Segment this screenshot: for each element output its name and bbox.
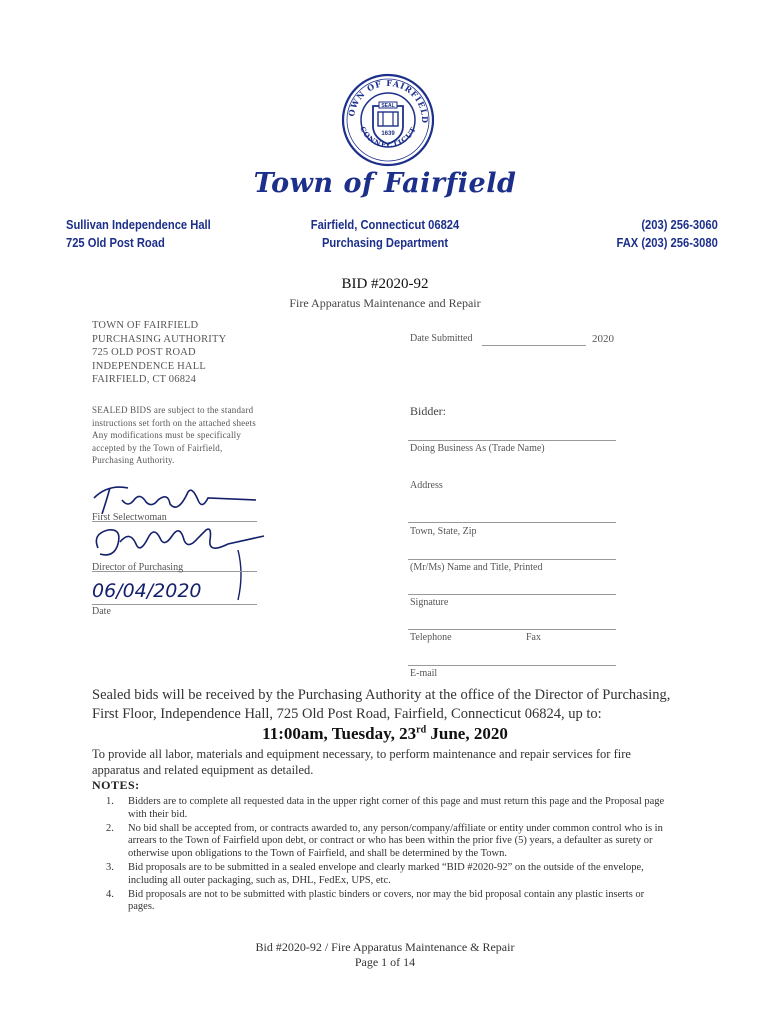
notice-line: SEALED BIDS are subject to the standard bbox=[92, 405, 254, 415]
email-field[interactable] bbox=[408, 665, 616, 666]
name-title-label: (Mr/Ms) Name and Title, Printed bbox=[410, 562, 543, 573]
name-title-field[interactable] bbox=[408, 559, 616, 560]
seal-ring-top-text: OWN OF FAIRFIELD bbox=[346, 77, 431, 124]
address-line: 725 OLD POST ROAD bbox=[92, 347, 196, 358]
receipt-line-1: Sealed bids will be received by the Purchasing Authority at the office of the Director of Purchasing, bbox=[92, 687, 671, 703]
receipt-line-2: First Floor, Independence Hall, 725 Old Post Road, Fairfield, Connecticut 06824, up to: bbox=[92, 706, 602, 722]
signature-label: Signature bbox=[410, 597, 449, 608]
note-item bbox=[106, 862, 668, 888]
deadline-suffix: rd bbox=[416, 724, 427, 736]
page-number: Page 1 of 14 bbox=[354, 955, 416, 969]
date-label: Date bbox=[92, 606, 111, 617]
note-text: Bid proposals are not to be submitted with plastic binders or covers, nor may the bid proposal contain any plastic inserts or pages. bbox=[128, 888, 645, 913]
notice-line: instructions set forth on the attached sheets bbox=[92, 417, 256, 428]
notice-line: accepted by the Town of Fairfield, bbox=[92, 442, 223, 453]
telephone-fax-field[interactable] bbox=[408, 629, 616, 630]
dba-field[interactable] bbox=[408, 440, 616, 441]
notice-line: Any modifications must be specifically bbox=[92, 430, 242, 440]
letterhead-department: Purchasing Department bbox=[321, 235, 449, 250]
note-text: Bidders are to complete all requested data in the upper right corner of this page and must return this page and the Proposal page with their bid. bbox=[128, 796, 665, 820]
signature-date-handwritten: 06/04/2020 bbox=[92, 580, 202, 602]
town-name-heading: Town of Fairfield bbox=[253, 168, 517, 199]
telephone-label: Telephone bbox=[410, 632, 452, 643]
date-submitted-year: 2020 bbox=[592, 333, 614, 345]
letterhead-city: Fairfield, Connecticut 06824 bbox=[310, 217, 460, 232]
letterhead-right bbox=[617, 216, 718, 252]
bid-deadline bbox=[0, 724, 770, 744]
seal-year-text: 1639 bbox=[381, 131, 395, 137]
dba-label: Doing Business As (Trade Name) bbox=[410, 443, 545, 454]
note-item bbox=[106, 796, 668, 822]
seal-ring-bottom-text: CONNECTICUT bbox=[358, 124, 418, 150]
address-field[interactable] bbox=[408, 522, 616, 523]
letterhead-left bbox=[66, 216, 211, 252]
deadline-main: 11:00am, Tuesday, 23 bbox=[262, 724, 417, 743]
notes-list bbox=[106, 796, 668, 915]
seal-banner-text: SEAL bbox=[381, 103, 395, 109]
note-number: 4. bbox=[106, 888, 114, 900]
note-number: 2. bbox=[106, 822, 114, 834]
footer-title: Bid #2020-92 / Fire Apparatus Maintenance & Repair bbox=[255, 940, 515, 954]
fax-label: Fax bbox=[526, 632, 541, 643]
bid-receipt-statement bbox=[92, 686, 692, 724]
notes-heading: NOTES: bbox=[92, 778, 140, 792]
note-item bbox=[106, 889, 668, 915]
bid-number: BID #2020-92 bbox=[341, 276, 429, 292]
date-submitted-label: Date Submitted bbox=[410, 333, 473, 344]
bid-title: Fire Apparatus Maintenance and Repair bbox=[289, 296, 481, 310]
town-state-zip-label: Town, State, Zip bbox=[410, 526, 477, 537]
scope-statement: To provide all labor, materials and equipment necessary, to perform maintenance and repair services for fire apparatus and related equipment as detailed. bbox=[92, 747, 631, 777]
letterhead-fax: FAX (203) 256-3080 bbox=[616, 235, 718, 250]
director-of-purchasing-label: Director of Purchasing bbox=[92, 562, 184, 573]
authority-address bbox=[92, 319, 226, 387]
letterhead-street: 725 Old Post Road bbox=[66, 235, 165, 250]
address-line: TOWN OF FAIRFIELD bbox=[92, 320, 199, 331]
bidder-label: Bidder: bbox=[410, 404, 446, 418]
note-text: Bid proposals are to be submitted in a sealed envelope and clearly marked “BID #2020-92” on the outside of the envelope, including all outer packaging, such as, DHL, FedEx, UPS, etc. bbox=[128, 861, 644, 886]
address-label: Address bbox=[410, 480, 443, 491]
note-number: 3. bbox=[106, 861, 114, 873]
address-line: INDEPENDENCE HALL bbox=[92, 360, 206, 372]
address-line: PURCHASING AUTHORITY bbox=[92, 333, 227, 345]
first-selectwoman-label: First Selectwoman bbox=[92, 512, 167, 523]
email-label: E-mail bbox=[410, 668, 438, 679]
letterhead-center bbox=[269, 216, 501, 252]
svg-text:CONNECTICUT bbox=[358, 125, 418, 150]
town-seal-logo bbox=[340, 72, 436, 168]
note-text: No bid shall be accepted from, or contracts awarded to, any person/company/affiliate or entity under common control who is in arrears to the Town of Fairfield upon debt, or contract or who has been within the prior five (5) years, a defaulter as surety or otherwise upon obligations to the Town of Fairfield, and shall be determined by the Town. bbox=[128, 822, 663, 860]
note-item bbox=[106, 823, 668, 861]
letterhead-hall-name: Sullivan Independence Hall bbox=[66, 217, 211, 232]
deadline-month: June, 2020 bbox=[426, 724, 508, 743]
notice-line: Purchasing Authority. bbox=[92, 455, 175, 465]
address-line: FAIRFIELD, CT 06824 bbox=[92, 374, 197, 385]
sealed-bids-notice bbox=[92, 404, 282, 467]
svg-text:TOWN OF FAIRFIELD bbox=[340, 72, 430, 124]
note-number: 1. bbox=[106, 796, 114, 807]
date-submitted-field[interactable] bbox=[482, 345, 586, 346]
date-signature-line bbox=[92, 604, 257, 605]
signature-field[interactable] bbox=[408, 594, 616, 595]
page-footer bbox=[0, 940, 770, 970]
letterhead-phone: (203) 256-3060 bbox=[641, 217, 718, 232]
